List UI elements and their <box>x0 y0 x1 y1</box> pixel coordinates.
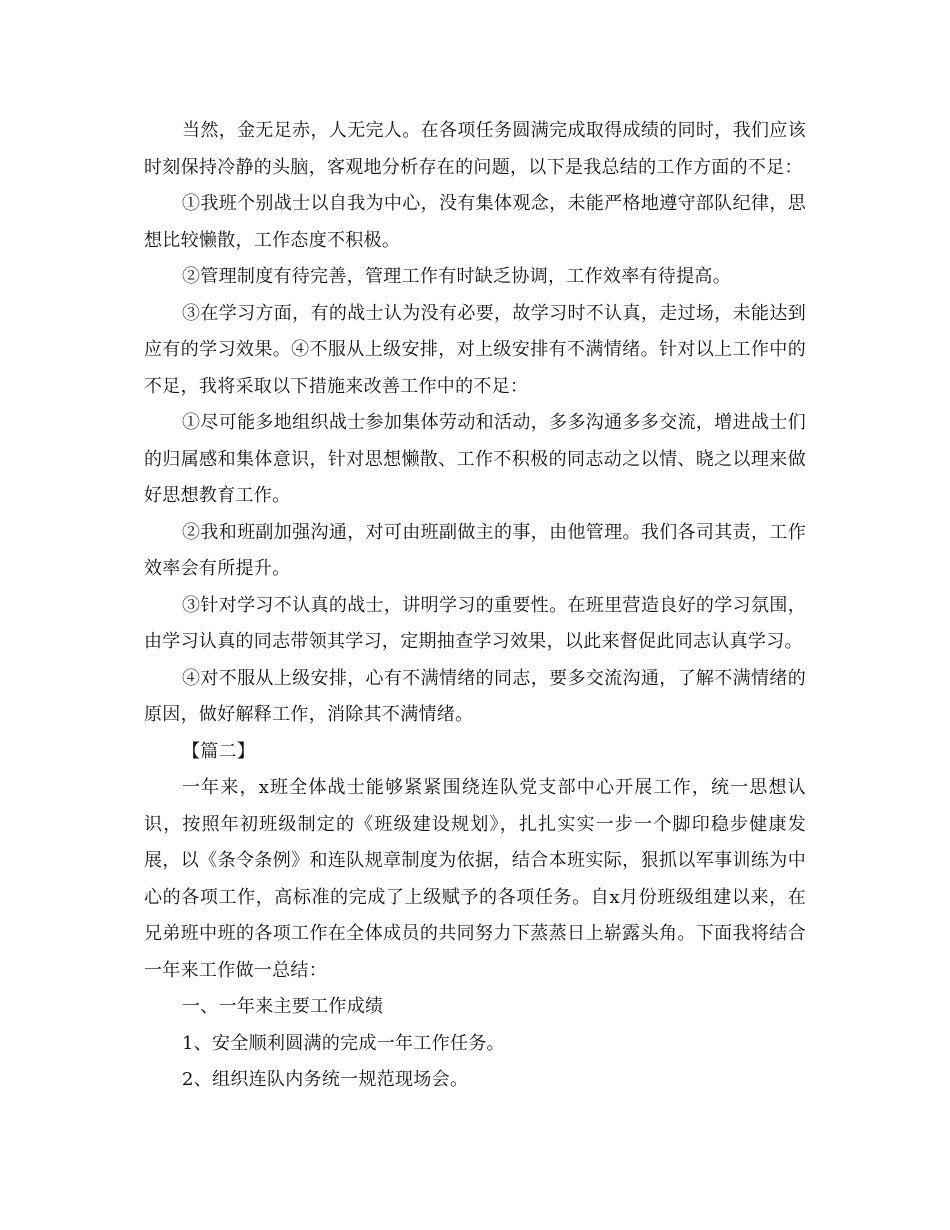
paragraph: 一年来，x班全体战士能够紧紧围绕连队党支部中心开展工作，统一思想认识，按照年初班级制定的《班级建设规划》，扎扎实实一步一个脚印稳步健康发展，以《条令条例》和连队规章制度为依据，结合本班实际，狠抓以军事训练为中心的各项工作，高标准的完成了上级赋予的各项任务。自x月份班级组建以来，在兄弟班中班的各项工作在全体成员的共同努力下蒸蒸日上崭露头角。下面我将结合一年来工作做一总结： <box>144 777 806 981</box>
document-body <box>144 113 806 1099</box>
paragraph: ②我和班副加强沟通，对可由班副做主的事，由他管理。我们各司其责，工作效率会有所提升。 <box>144 521 806 579</box>
paragraph: 当然，金无足赤，人无完人。在各项任务圆满完成取得成绩的同时，我们应该时刻保持冷静的头脑，客观地分析存在的问题，以下是我总结的工作方面的不足： <box>144 120 806 178</box>
paragraph: ④对不服从上级安排，心有不满情绪的同志，要多交流沟通，了解不满情绪的原因，做好解释工作，消除其不满情绪。 <box>144 667 806 725</box>
paragraph: ③针对学习不认真的战士，讲明学习的重要性。在班里营造良好的学习氛围，由学习认真的同志带领其学习，定期抽查学习效果，以此来督促此同志认真学习。 <box>144 594 806 652</box>
paragraph: ②管理制度有待完善，管理工作有时缺乏协调，工作效率有待提高。 <box>182 266 731 287</box>
list-item: 2、组织连队内务统一规范现场会。 <box>182 1069 469 1090</box>
subheading: 一、一年来主要工作成绩 <box>182 996 384 1017</box>
list-item: 1、安全顺利圆满的完成一年工作任务。 <box>182 1032 505 1054</box>
section-heading: 【篇二】 <box>182 740 256 762</box>
paragraph: ③在学习方面，有的战士认为没有必要，故学习时不认真，走过场，未能达到应有的学习效果。④不服从上级安排，对上级安排有不满情绪。针对以上工作中的不足，我将采取以下措施来改善工作中的不足： <box>144 302 806 397</box>
paragraph: ①我班个别战士以自我为中心，没有集体观念，未能严格地遵守部队纪律，思想比较懒散，工作态度不积极。 <box>144 193 806 251</box>
paragraph: ①尽可能多地组织战士参加集体劳动和活动，多多沟通多多交流，增进战士们的归属感和集体意识，针对思想懒散、工作不积极的同志动之以情、晓之以理来做好思想教育工作。 <box>144 412 806 506</box>
